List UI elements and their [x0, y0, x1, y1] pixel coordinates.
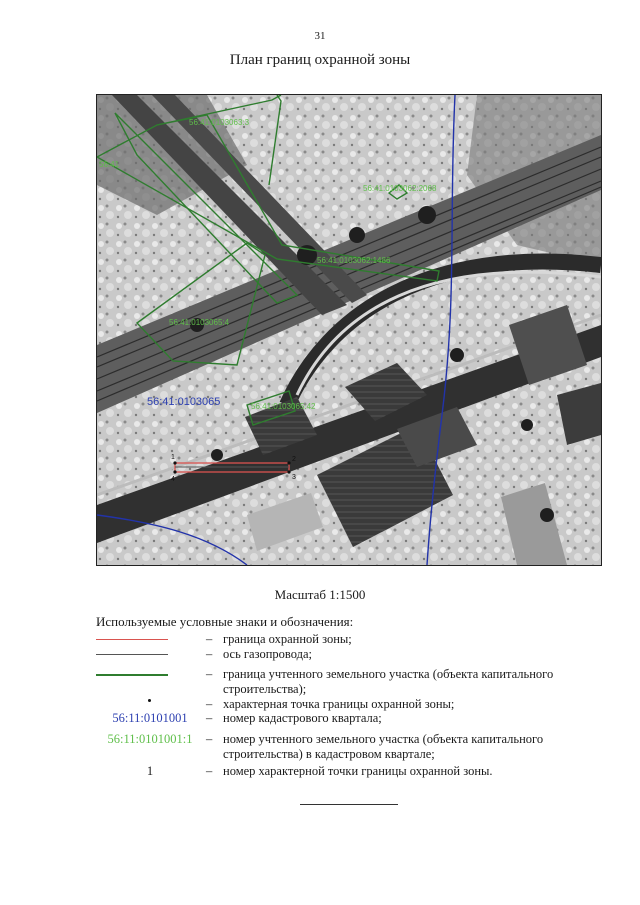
footer-rule [300, 804, 398, 805]
legend-dash: – [206, 667, 213, 681]
red-line-icon [96, 639, 168, 640]
gray-line-icon [96, 654, 168, 655]
page-title: План границ охранной зоны [229, 52, 411, 68]
legend-desc: граница учтенного земельного участка (объекта капитального строительства); [223, 667, 554, 696]
parcel-label-left-edge: 56:41 [99, 160, 120, 169]
legend-desc: граница охранной зоны; [223, 632, 352, 646]
quarter-number-sample: 56:11:0101001 [112, 711, 188, 725]
legend-dash: – [206, 764, 213, 778]
parcel-label-middle: 56:41:0103062:1486 [317, 256, 391, 265]
zone-point-3 [287, 470, 290, 473]
legend-symbol-gas-pipe [96, 647, 204, 662]
legend-symbol-point-number [96, 764, 204, 779]
page-number: 31 [314, 30, 326, 42]
quarter-label: 56:41:0103065 [147, 396, 221, 408]
zone-point-1-label: 1 [171, 454, 175, 461]
parcel-label-right: 56:41:0103062:2068 [363, 184, 437, 193]
legend-dash: – [206, 711, 213, 725]
zone-point-2 [287, 461, 290, 464]
legend-symbol-parcel-number [96, 732, 204, 747]
zone-point-4 [173, 470, 176, 473]
legend-heading: Используемые условные знаки и обозначения: [96, 614, 354, 629]
zone-point-2-label: 2 [292, 456, 296, 463]
legend-dash: – [206, 647, 213, 661]
point-dot-icon [148, 699, 151, 702]
green-line-icon [96, 674, 168, 676]
legend-symbol-parcel-boundary [96, 667, 204, 682]
zone-point-3-label: 3 [292, 474, 296, 481]
legend-desc: характерная точка границы охранной зоны; [223, 697, 455, 711]
legend-desc: ось газопровода; [223, 647, 313, 661]
parcel-label-small: 56:41:0103065:42 [251, 402, 316, 411]
map-frame[interactable] [96, 94, 602, 566]
zone-point-4-label: 4 [171, 476, 175, 483]
legend-desc: номер характерной точки границы охранной зоны. [223, 764, 493, 778]
parcel-label-left: 56:41:0103065:4 [169, 318, 230, 327]
aerial-map[interactable] [97, 95, 601, 565]
legend-dash: – [206, 632, 213, 646]
parcel-number-sample: 56:11:0101001:1 [107, 732, 193, 746]
zone-point-1 [173, 461, 176, 464]
parcel-label-top: 56:41:0103063:3 [189, 118, 250, 127]
legend-dash: – [206, 697, 213, 711]
legend-symbol-quarter-number [96, 711, 204, 726]
legend-symbol-point [96, 697, 204, 712]
point-number-sample: 1 [146, 764, 154, 778]
legend-symbol-protection-zone [96, 632, 204, 647]
legend-desc: номер учтенного земельного участка (объекта капитального строительства) в кадастровом квартале; [223, 732, 544, 761]
legend-desc: номер кадастрового квартала; [223, 711, 382, 725]
scale-label: Масштаб 1:1500 [274, 587, 366, 602]
legend-dash: – [206, 732, 213, 746]
